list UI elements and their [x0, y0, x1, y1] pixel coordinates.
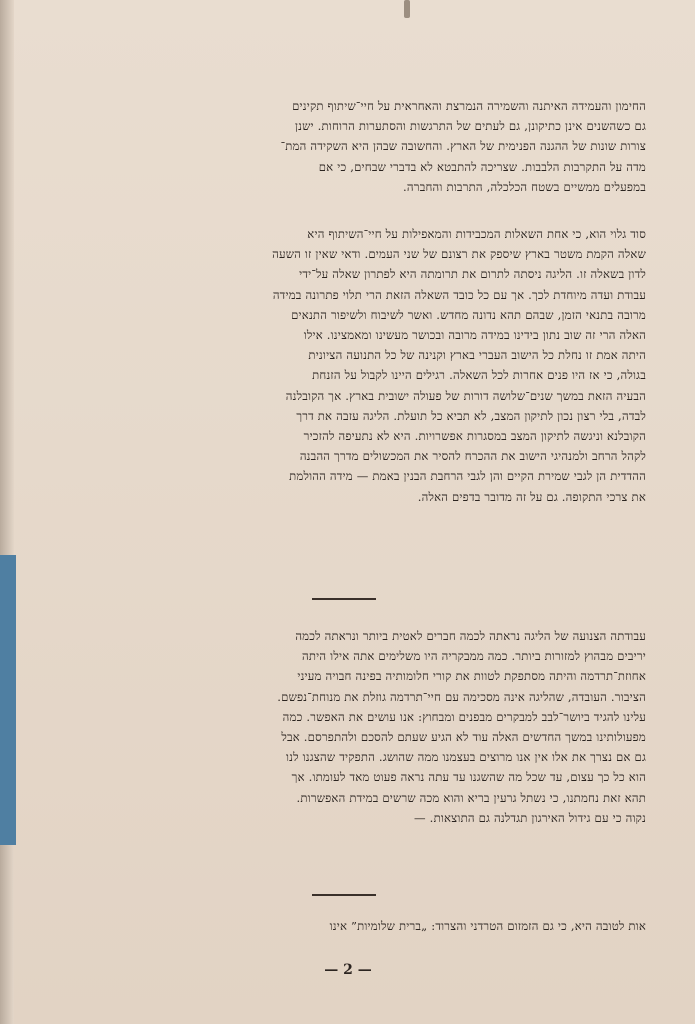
text-line: עבודתה הצנועה של הליגה נראתה לכמה חברים לאטית ביותר ונראתה לכמה	[295, 629, 646, 643]
text-line: במפעלים ממשיים בשטח הכלכלה, התרבות והחברה.	[403, 179, 646, 194]
text-line: האלה הרי זה שוב נתון בידינו במידה מרובה ובכושר מעשינו ומאמצינו. אילו	[303, 328, 646, 343]
text-line: בגולה, כי אז היו פנים אחרות לכל השאלה. רגילים היינו לקבול על הזנחת	[312, 368, 646, 383]
text-line: מרובה בתנאי הזמן, שבהם תהא נדונה מחדש. ואשר לשיבוח ולשיפור התנאים	[291, 307, 646, 322]
text-line: אחוזת־תרדמה והיתה מסתפקת לטוות את קורי חלומותיה בפינה חבויה מעיני	[297, 669, 646, 684]
text-line: יריבים מבהוץ למזורות ביותר. כמה ממבקריה היו משלימים אתה אילו היתה	[302, 649, 646, 664]
text-line: גם אם נצרך את אלו אין אנו מרוצים בעצמנו ממה שהושג. התפקיד שהצגנו לנו	[285, 750, 646, 765]
text-line: תהא זאת נחמתנו, כי נשתל גרעין בריא והוא מכה שרשים במידת האפשרות.	[296, 790, 646, 805]
text-line: היתה אמת זו נחלת כל הישוב העברי בארץ וקנינה של כל התנועה הציונית	[308, 348, 646, 363]
text-line: את צרכי התקופה. גם על זה מדובר בדפים האלה.	[417, 489, 646, 504]
text-line: צורות שונות של ההגנה הפנימית של הארץ. והחשובה שבהן היא השקידה המת־	[280, 139, 646, 154]
text-line: סוד גלוי הוא, כי אחת השאלות המכבידות והמאפילות על חיי־השיתוף היא	[307, 227, 646, 241]
text-line: לבדה, בלי רצון נכון לתיקון המצב, לא תביא כל תועלת. הליגה עזבה את דרך	[296, 408, 646, 423]
section-divider	[312, 598, 376, 600]
text-line: ההדדית הן לגבי שמירת הקיים והן לגבי הרחבת הבנין באמת — מידה ההולמת	[289, 469, 646, 484]
staple-mark	[404, 0, 410, 18]
text-line: גם כשהשנים אינן כתיקונן, גם לעתים של התרגשות והסתערות הרוחות. ישנן	[294, 119, 646, 134]
text-line: הוא כל כך עצום, עד שכל מה שהשגנו עד עתה נראה פעוט מאד לעומתו. אך	[291, 770, 646, 785]
text-line: לקהל הרחב ולמנהיגי הישוב את ההכרח להסיר את המכשולים מדרך ההבנה	[299, 449, 646, 464]
text-line: אות לטובה היא, כי גם הזמזום הטרדני והצרוד: „ברית שלומיות” אינו	[329, 919, 646, 933]
paragraph-2	[96, 224, 646, 507]
text-line: הבעיה הזאת במשך שנים־שלושה דורות של פעולה ישובית בארץ. אך הקובלנה	[285, 388, 646, 403]
page-edge-shadow	[0, 0, 14, 1024]
text-line: עלינו להגיד ביושר־לבב למבקרים מבפנים ומבחוץ: אנו עושים את האפשר. כמה	[282, 709, 646, 724]
section-divider	[312, 894, 376, 896]
text-line: לדון בשאלה זו. הליגה ניסתה לתרום את תרומתה היא לפתרון שאלה על־ידי	[299, 267, 646, 282]
text-line: החימון והעמידה האיתנה והשמירה הנמרצת והאחראית על חיי־שיתוף תקינים	[292, 99, 646, 113]
text-line: הציבור. העובדה, שהליגה אינה מסכימה עם חיי־תרדמה גוזלת את מנוחת־נפשם.	[277, 689, 646, 704]
blue-paper-tab	[0, 555, 16, 845]
text-line: עבודת ועדה מיוחדת לכך. אך עם כל כובד השאלה הזאת הרי תלוי פתרונה במידה	[272, 287, 646, 302]
text-line: נקוה כי עם גידול האירגון תגדלנה גם התוצאות. —	[414, 810, 646, 825]
paragraph-4	[96, 916, 646, 936]
paragraph-3	[96, 626, 646, 828]
text-line: שאלה הקמת משטר בארץ שיספק את רצונם של שני העמים. ודאי שאין זו השעה	[272, 247, 646, 262]
text-line: מדה על התקרבות הלבבות. שצריכה להתבטא לא בדברי שבחים, כי אם	[318, 159, 646, 174]
text-line: הקובלנא וניגשה לתיקון המצב במסגרות אפשרויות. היא לא נתעיפה להזכיר	[303, 429, 646, 444]
text-line: מפעולותינו במשך החדשים האלה עוד לא הגיע שעתם להסכם ולהתפרסם. אבל	[281, 730, 646, 745]
page-number: — 2 —	[324, 962, 372, 978]
paragraph-1	[96, 96, 646, 197]
